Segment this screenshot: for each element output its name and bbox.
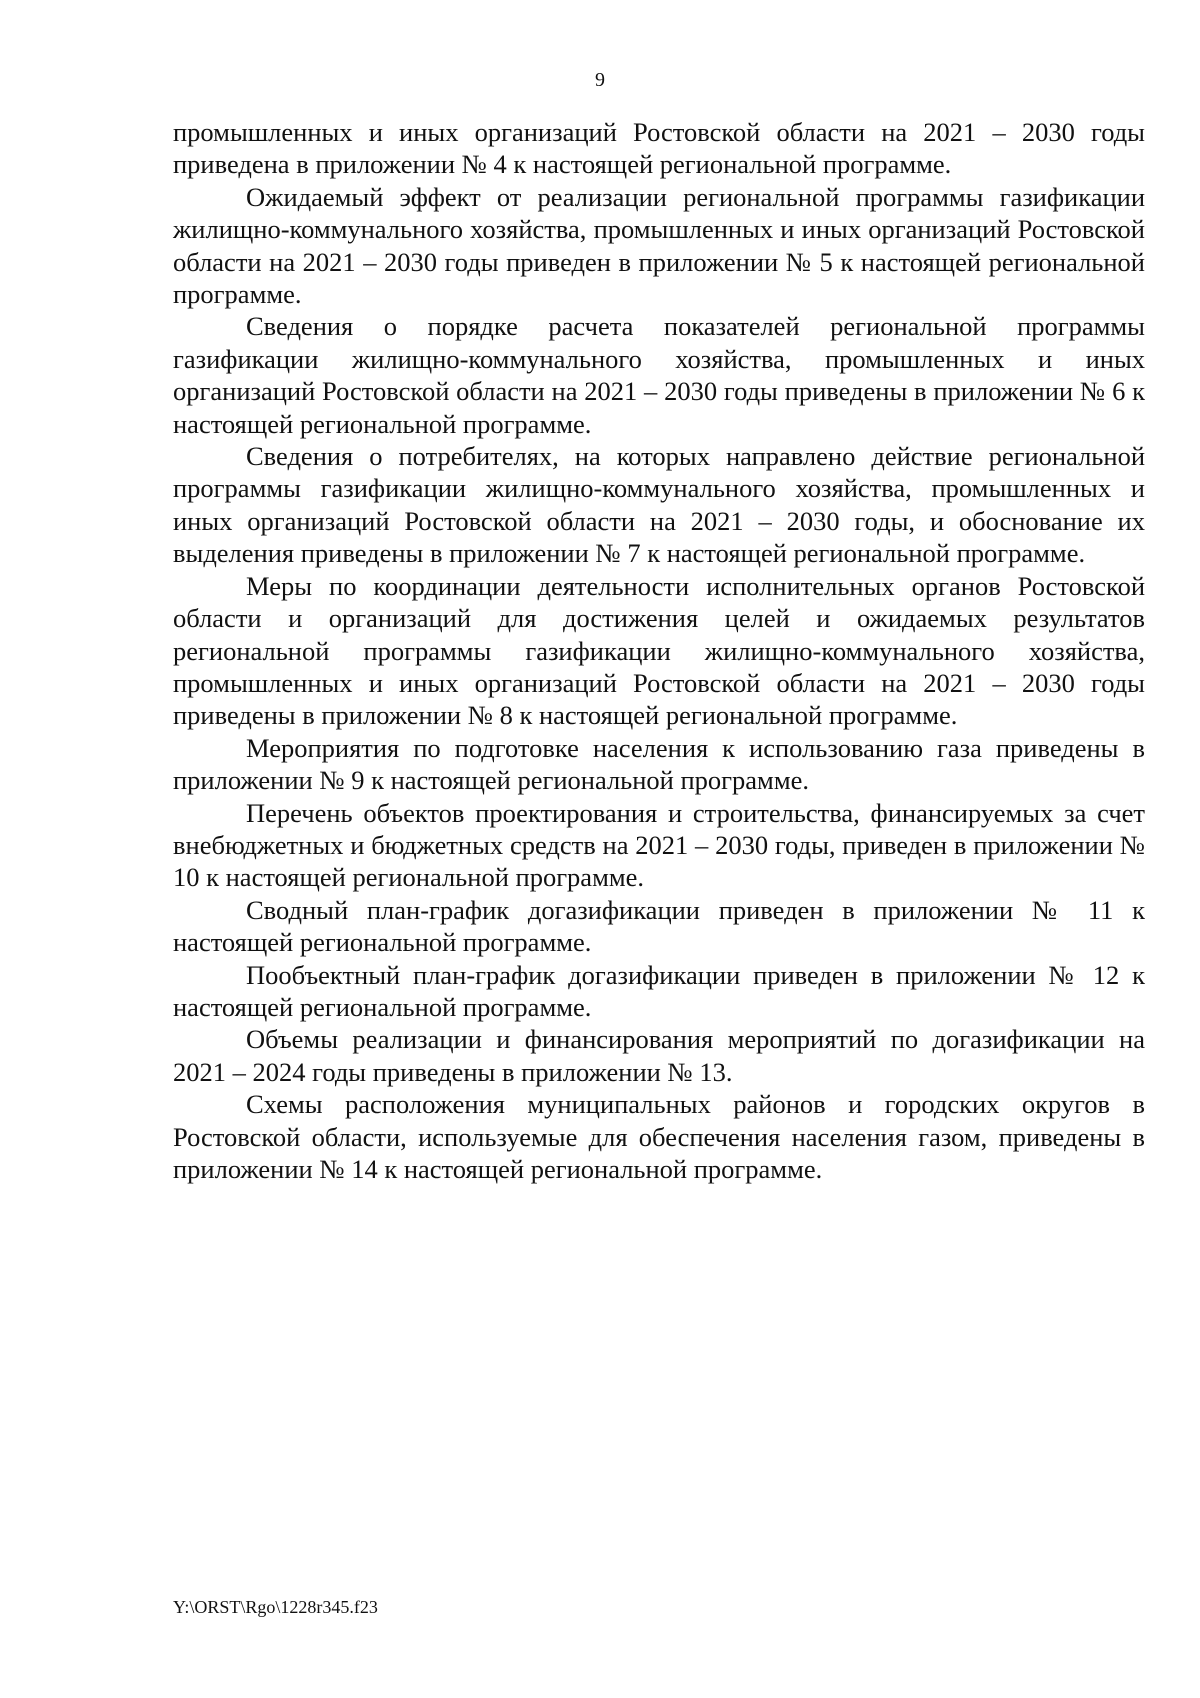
paragraph-coordination-measures: Меры по координации деятельности исполнительных органов Ростовской области и организаций для достижения целей и ожидаемых результатов региональной программы газификации жилищно-коммунального хозяйства, промышленных и иных организаций Ростовской области на 2021 – 2030 годы приведены в приложении № 8 к настоящей региональной программе. [173, 570, 1145, 731]
paragraph-construction-objects: Перечень объектов проектирования и строительства, финансируемых за счет внебюджетных и бюджетных средств на 2021 – 2030 годы, приведен в приложении № 10 к настоящей региональной программе. [173, 797, 1145, 893]
paragraph-consumers: Сведения о потребителях, на которых направлено действие региональной программы газификации жилищно-коммунального хозяйства, промышленных и иных организаций Ростовской области на 2021 – 2030 годы, и обоснование их выделения приведены в приложении № 7 к настоящей региональной программе. [173, 441, 1145, 569]
page-number: 9 [595, 69, 605, 91]
file-path-footer: Y:\ORST\Rgo\1228r345.f23 [173, 1597, 378, 1617]
paragraph-expected-effect: Ожидаемый эффект от реализации региональной программы газификации жилищно-коммунального хозяйства, промышленных и иных организаций Ростовской области на 2021 – 2030 годы приведен в приложении № 5 к настоящей региональной программе. [173, 181, 1145, 310]
document-body [173, 116, 1145, 1185]
paragraph-continuation: промышленных и иных организаций Ростовской области на 2021 – 2030 годы приведена в приложении № 4 к настоящей региональной программе. [173, 117, 1145, 180]
paragraph-location-schemes: Схемы расположения муниципальных районов и городских округов в Ростовской области, используемые для обеспечения населения газом, приведены в приложении № 14 к настоящей региональной программе. [173, 1089, 1145, 1184]
paragraph-object-schedule: Пообъектный план-график догазификации приведен в приложении № 12 к настоящей региональной программе. [173, 959, 1145, 1022]
paragraph-financing-volumes: Объемы реализации и финансирования мероприятий по догазификации на 2021 – 2024 годы приведены в приложении № 13. [173, 1024, 1145, 1087]
paragraph-population-preparation: Мероприятия по подготовке населения к использованию газа приведены в приложении № 9 к настоящей региональной программе. [173, 732, 1145, 796]
paragraph-summary-schedule: Сводный план-график догазификации приведен в приложении № 11 к настоящей региональной программе. [173, 894, 1145, 958]
paragraph-indicator-calculation: Сведения о порядке расчета показателей региональной программы газификации жилищно-коммунального хозяйства, промышленных и иных организаций Ростовской области на 2021 – 2030 годы приведены в приложении № 6 к настоящей региональной программе. [173, 311, 1145, 439]
